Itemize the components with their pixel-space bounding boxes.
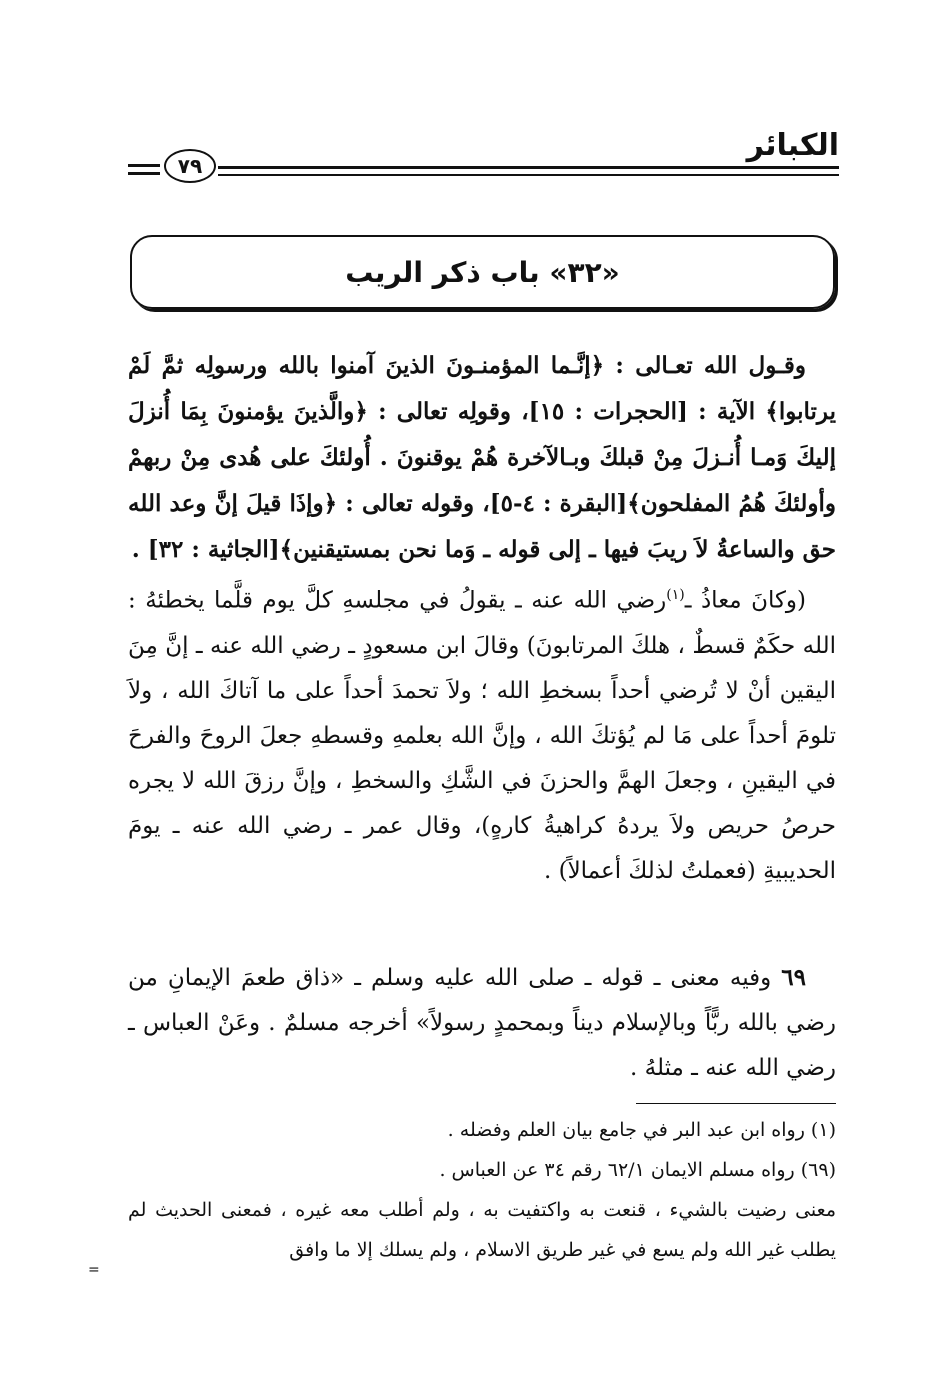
running-header-title: الكبائر: [746, 128, 839, 163]
paragraph-athar: [128, 573, 836, 894]
chapter-title: «٣٢» باب ذكر الريب: [345, 255, 620, 289]
footnote-ref: (١): [666, 587, 685, 603]
paragraph-quran: [128, 343, 836, 573]
header-rule: [218, 174, 839, 176]
paragraph-2-lead: (وكانَ معاذُ ـ: [684, 587, 806, 614]
footnote-1: (١) رواه ابن عبد البر في جامع بيان العلم وفضله .: [447, 1119, 836, 1141]
paragraph-2-text: رضي الله عنه ـ يقولُ في مجلسهِ كلَّ يوم قلَّما يخطئهُ : الله حكَمٌ قسطٌ ، هلكَ المرتابونَ) وقالَ ابن مسعودٍ ـ رضي الله عنه ـ إنَّ مِنَ اليقين أنْ لا تُرضي أحداً بسخطِ الله ؛ ولاَ تحمدَ أحداً على ما آتاكَ الله ، ولاَ تلومَ أحداً على مَا لم يُؤتكَ الله ، وإنَّ الله بعلمهِ وقسطهِ جعلَ الروحَ والفرحَ في اليقينِ ، وجعلَ الهمَّ والحزنَ في الشَّكِ والسخطِ ، وإنَّ رزقَ الله لا يجره حرصُ حريص ولاَ يردهُ كراهيةُ كارهٍ)، وقال عمر ـ رضي الله عنه ـ يومَ الحديبيةِ (فعملتُ لذلكَ أعمالاً) .: [128, 587, 836, 884]
footnotes: [128, 1110, 836, 1270]
page-number: ٧٩: [164, 149, 216, 183]
main-text: [128, 343, 836, 894]
header-rule-short: [128, 164, 160, 167]
hadith-text: [128, 955, 836, 1091]
footnote-rule: [636, 1103, 836, 1104]
hadith-number: ٦٩: [781, 964, 806, 991]
footnote-69: (٦٩) رواه مسلم الايمان ٦٢/١ رقم ٣٤ عن العباس .: [439, 1159, 836, 1181]
footnote-69-continuation: معنى رضيت بالشيء ، قنعت به واكتفيت به ، ولم أطلب معه غيره ، فمعنى الحديث لم يطلب غير الله ولم يسع في غير طريق الاسلام ، ولم يسلك إلا ما وافق: [128, 1199, 836, 1261]
paragraph-1-text: وقـول الله تعـالى : ﴿إنَّـما المؤمنـونَ الذينَ آمنوا بالله ورسولِه ثمَّ لَمْ يرتابوا﴾ الآية : [الحجرات : ١٥]، وقولِه تعالى : ﴿والَّذينَ يؤمنونَ بِمَا أُنزلَ إليكَ وَمـا أُنـزلَ مِنْ قبلكَ وبـالآخرة هُمْ يوقنونَ . أُولئكَ على هُدى مِنْ ربهمْ وأولئكَ هُمُ المفلحون﴾[البقرة : ٤-٥]، وقوله تعالى : ﴿وإذَا قيلَ إنَّ وعد الله حق والساعةُ لاَ ريبَ فيها ـ إلى قوله ـ وَما نحن بمستيقنين﴾[الجاثية : ٣٢] .: [128, 352, 836, 563]
header-rule: [218, 166, 839, 169]
header-rule-short: [128, 172, 160, 175]
paragraph-3-text: وفيه معنى ـ قوله ـ صلى الله عليه وسلم ـ «ذاق طعمَ الإيمانِ من رضي بالله ربًّاً وبالإسلام ديناً وبمحمدٍ رسولاً» أخرجه مسلمٌ . وعَنْ العباس ـ رضي الله عنه ـ مثلهُ .: [128, 965, 836, 1081]
chapter-title-box: [130, 235, 835, 309]
paragraph-hadith: [128, 955, 836, 1091]
margin-mark: =: [88, 1262, 100, 1278]
